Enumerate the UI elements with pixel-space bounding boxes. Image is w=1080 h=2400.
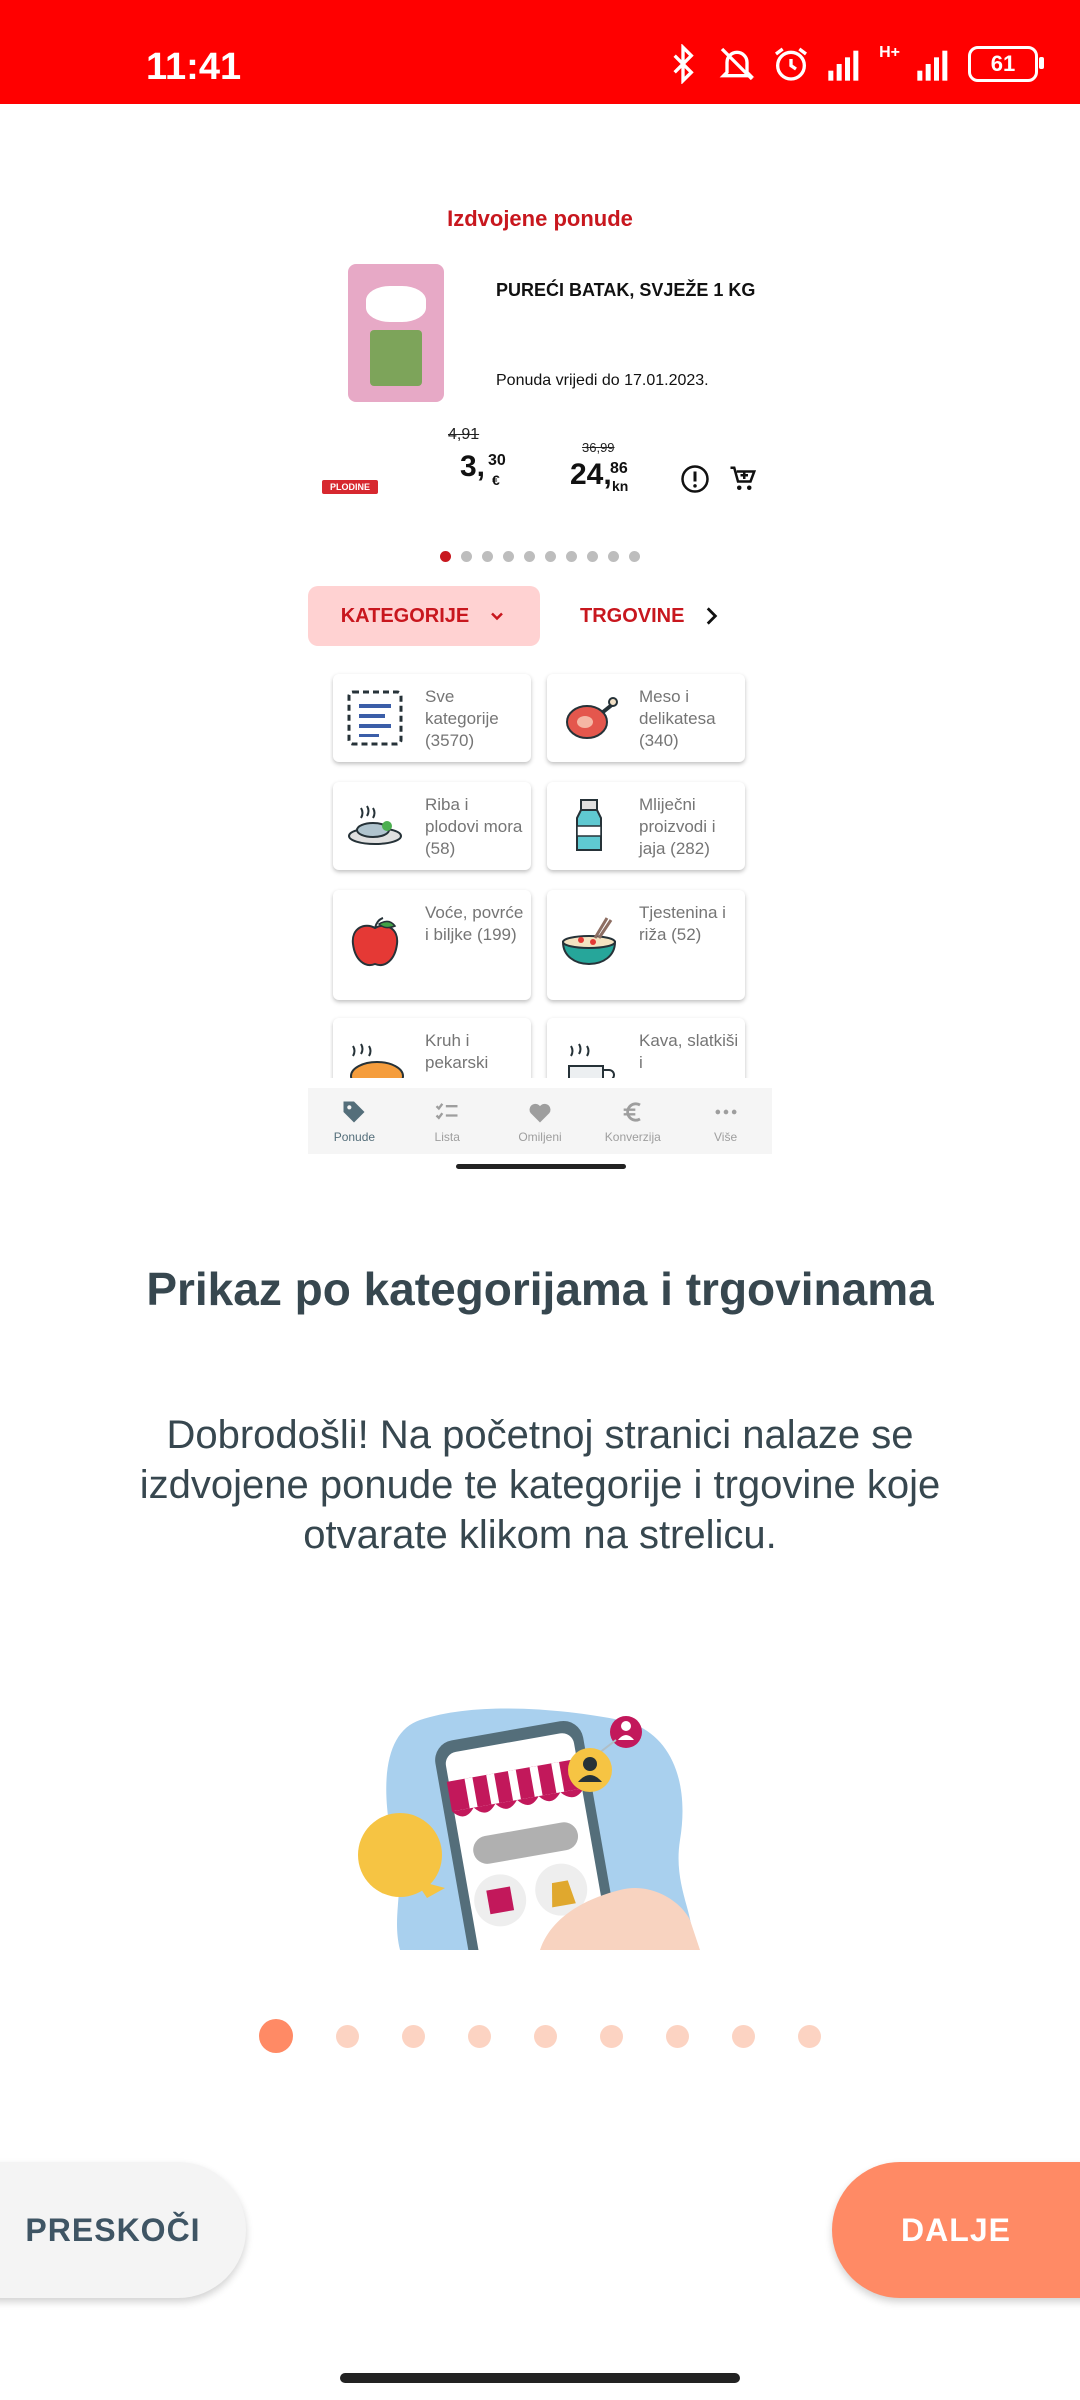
onboarding-description: Dobrodošli! Na početnoj stranici nalaze se izdvojene ponude te kategorije i trgovine koje otvarate klikom na strelicu.: [139, 1413, 941, 1557]
category-label: Meso i delikatesa (340): [639, 687, 716, 750]
tab-categories[interactable]: [308, 586, 540, 646]
page-dot: [336, 2025, 359, 2048]
checklist-icon: [433, 1098, 461, 1126]
info-icon[interactable]: [680, 464, 710, 494]
offer-valid-until: Ponuda vrijedi do 17.01.2023.: [496, 372, 709, 389]
skip-button[interactable]: PRESKOČI: [0, 2162, 246, 2298]
network-type: H+: [879, 44, 900, 61]
carousel-dot[interactable]: [608, 551, 619, 562]
onboarding-title: Prikaz po kategorijama i trgovinama: [146, 1263, 934, 1315]
nav-label: Omiljeni: [518, 1130, 562, 1144]
price-eur-currency: €: [492, 472, 500, 488]
tab-stores-label: TRGOVINE: [580, 604, 685, 627]
tab-categories-label: KATEGORIJE: [340, 604, 470, 627]
carousel-dot[interactable]: [545, 551, 556, 562]
carousel-dot[interactable]: [587, 551, 598, 562]
price-kn-dec: 86: [610, 460, 628, 477]
featured-title: Izdvojene ponude: [447, 206, 633, 231]
home-indicator[interactable]: [340, 2373, 740, 2383]
nav-label: Ponude: [333, 1130, 376, 1144]
fish-icon: [345, 796, 405, 856]
status-bar: [0, 0, 1080, 104]
page-dot: [798, 2025, 821, 2048]
bowl-icon: [559, 912, 619, 972]
category-label: Riba i plodovi mora (58): [425, 795, 523, 858]
product-image: [348, 264, 444, 402]
category-label: Sve kategorije (3570): [425, 687, 499, 750]
product-name: PUREĆI BATAK, SVJEŽE 1 KG: [496, 280, 756, 300]
category-card-all[interactable]: [333, 674, 531, 762]
signal-icon: [825, 44, 865, 84]
list-icon: [345, 688, 405, 748]
nav-label: Više: [714, 1130, 738, 1144]
page-dot: [534, 2025, 557, 2048]
bottom-nav: [308, 1088, 772, 1154]
page-dot: [666, 2025, 689, 2048]
nav-conversion[interactable]: [586, 1088, 679, 1154]
carousel-dot[interactable]: [566, 551, 577, 562]
category-label: Kruh i pekarski: [425, 1031, 489, 1072]
next-button[interactable]: DALJE: [832, 2162, 1080, 2298]
page-dot: [402, 2025, 425, 2048]
carousel-dot[interactable]: [524, 551, 535, 562]
category-card-coffee[interactable]: [547, 1018, 745, 1078]
mute-icon: [717, 44, 757, 84]
alarm-icon: [771, 44, 811, 84]
shopping-phone-illustration: [340, 1700, 740, 1950]
price-eur-dec: 30: [488, 452, 506, 469]
category-card-meat[interactable]: [547, 674, 745, 762]
category-card-pasta[interactable]: [547, 890, 745, 1000]
coffee-icon: [559, 1032, 619, 1078]
page-dot: [468, 2025, 491, 2048]
milk-bottle-icon: [559, 796, 619, 856]
chevron-down-icon: [487, 606, 507, 626]
page-dot: [259, 2019, 293, 2053]
category-card-fruit[interactable]: [333, 890, 531, 1000]
category-card-dairy[interactable]: [547, 782, 745, 870]
preview-home-indicator: [456, 1164, 626, 1169]
nav-favorites[interactable]: [494, 1088, 587, 1154]
carousel-dot[interactable]: [461, 551, 472, 562]
tag-icon: [340, 1098, 368, 1126]
price-kn: [570, 458, 629, 494]
price-kn-currency: kn: [612, 478, 629, 494]
chevron-right-icon: [698, 603, 724, 629]
signal-2-icon: [914, 44, 954, 84]
more-icon: [712, 1098, 740, 1126]
add-to-cart-icon[interactable]: [728, 464, 758, 494]
carousel-dot[interactable]: [440, 551, 451, 562]
carousel-dot[interactable]: [503, 551, 514, 562]
nav-label: Konverzija: [604, 1130, 661, 1144]
nav-label: Lista: [434, 1130, 460, 1144]
app-preview: [300, 180, 780, 1160]
nav-more[interactable]: [679, 1088, 772, 1154]
category-label: Tjestenina i riža (52): [639, 903, 726, 944]
category-grid: [330, 668, 760, 1078]
carousel-dots: [440, 551, 640, 562]
price-kn-int: 24,: [570, 458, 612, 491]
category-label: Kava, slatkiši i: [639, 1031, 739, 1072]
apple-icon: [345, 912, 405, 972]
carousel-dot[interactable]: [629, 551, 640, 562]
category-card-bread[interactable]: [333, 1018, 531, 1078]
status-icons: [663, 44, 1038, 84]
onboarding-page-indicator: [259, 2019, 821, 2053]
old-price-eur: 4,91: [448, 426, 480, 443]
carousel-dot[interactable]: [482, 551, 493, 562]
nav-offers[interactable]: [308, 1088, 401, 1154]
bread-icon: [345, 1032, 405, 1078]
price-eur-int: 3,: [460, 450, 486, 483]
bluetooth-icon: [663, 44, 703, 84]
price-eur: [460, 450, 506, 488]
battery-icon: [968, 46, 1038, 82]
euro-icon: [619, 1098, 647, 1126]
old-price-kn: 36,99: [582, 440, 615, 455]
page-dot: [600, 2025, 623, 2048]
page-dot: [732, 2025, 755, 2048]
category-card-fish[interactable]: [333, 782, 531, 870]
ham-icon: [559, 688, 619, 748]
category-label: Mliječni proizvodi i jaja (282): [639, 795, 716, 858]
heart-icon: [526, 1098, 554, 1126]
tab-stores[interactable]: [580, 586, 730, 646]
status-time: 11:41: [146, 46, 242, 88]
category-label: Voće, povrće i biljke (199): [425, 903, 524, 944]
nav-list[interactable]: [401, 1088, 494, 1154]
store-badge: PLODINE: [322, 480, 378, 494]
battery-level: 61: [990, 51, 1016, 76]
